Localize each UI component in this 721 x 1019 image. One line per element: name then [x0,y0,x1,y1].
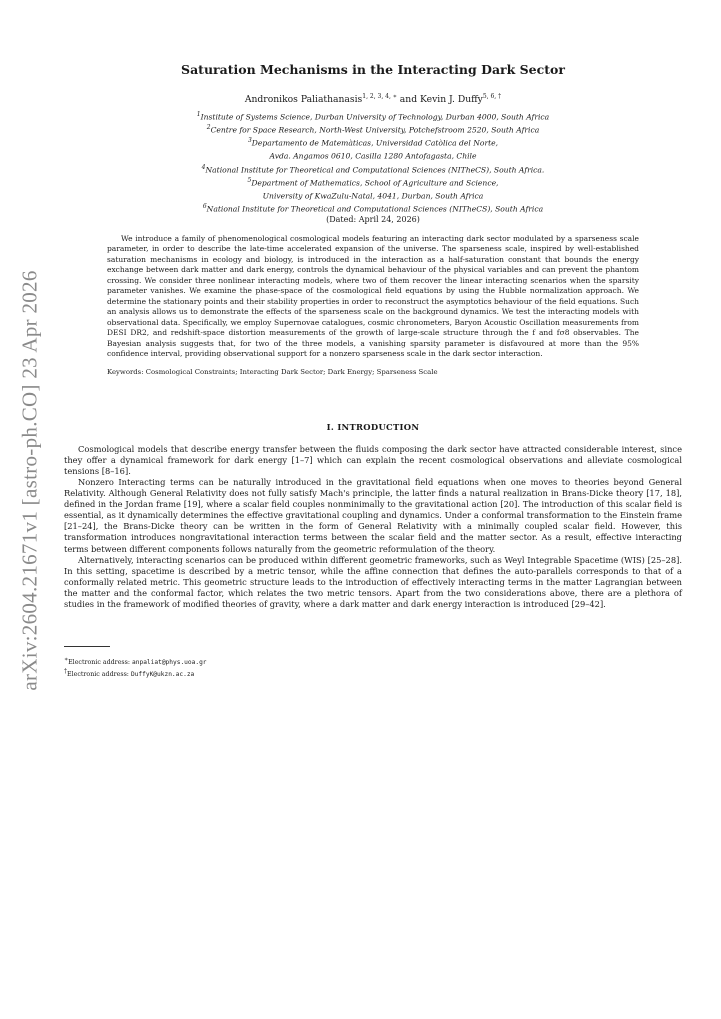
paper-title: Saturation Mechanisms in the Interacting Dark Sector [181,62,565,77]
author-line [64,93,682,105]
email-link[interactable]: anpaliat@phys.uoa.gr [132,659,207,667]
affiliation-line: $^6$National Institute for Theoretical and Computational Sciences (NITheCS), South Africa [202,202,544,214]
author-name: Kevin J. Duffy [420,94,483,106]
author-name: Andronikos Paliathanasis [244,94,363,106]
footnote: †Electronic address: DuffyK@ukzn.ac.za [64,668,195,679]
affiliation-line: $^4$National Institute for Theoretical and Computational Sciences (NITheCS), South Africa. [201,163,545,175]
section-heading-introduction: I. INTRODUCTION [326,421,420,432]
introduction-body [64,444,682,610]
email-link[interactable]: DuffyK@ukzn.ac.za [130,671,195,679]
date-line: (Dated: April 24, 2026) [326,215,420,225]
paper-page [64,62,682,679]
affiliation-line: University of KwaZulu-Natal, 4041, Durban, South Africa [262,191,484,201]
arxiv-identifier-stamp [6,260,54,700]
footnote-divider [64,646,110,647]
abstract: We introduce a family of phenomenological cosmological models featuring an interacting dark sector modulated by a sparseness scale parameter, in order to describe the late-time accelerated expansion of the universe. The sparseness scale, inspired by well-established saturation mechanisms in ecology and biology, is introduced in the interaction as a half-saturation constant that bounds the energy exchange between dark matter and dark energy, controls the dynamical behaviour of the physical variables and can prevent the phantom crossing. We consider three nonlinear interacting models, where two of them recover the linear interacting scenarios when the sparsity parameter vanishes. We examine the phase-space of the cosmological field equations by using the Hubble normalization approach. We determine the stationary points and their stability properties in order to reconstruct the asymptotics behaviour of the field equations. Such an analysis allows us to demonstrate the effects of the sparseness scale on the background dynamics. We test the interacting models with observational data. Specifically, we employ Supernovae catalogues, cosmic chronometers, Baryon Acoustic Oscillation measurements from DESI DR2, and redshift-space distortion measurements of the growth of large-scale structure through the f and fσ8 observables. The Bayesian analysis suggests that, for two of the three models, a vanishing sparsity parameter is disfavoured at more than the 95% confidence interval, providing observational support for a nonzero sparseness scale in the dark sector interaction. [107,233,639,359]
affiliation-line: Avda. Angamos 0610, Casilla 1280 Antofagasta, Chile [269,151,477,161]
affiliation-line: $^5$Department of Mathematics, School of Agriculture and Science, [247,176,499,188]
paragraph: Nonzero Interacting terms can be naturally introduced in the gravitational field equations when one moves to theories beyond General Relativity. Although General Relativity does not fully satisfy Mach's principle, the latter finds a natural realization in Brans-Dicke theory [17, 18], defined in the Jordan frame [19], where a scalar field couples nonminimally to the gravitational action [20]. The introduction of this scalar field is essential, as it dynamically determines the effective gravitational coupling and dynamics. Under a conformal transformation to the Einstein frame [21–24], the Brans-Dicke theory can be written in the form of General Relativity with a minimally coupled scalar field. However, this transformation introduces nongravitational interaction terms between the scalar field and the matter sector. As a result, effective interacting terms between different components follows naturally from the geometric reformulation of the theory. [64,476,682,554]
affiliation-line: $^3$Departamento de Matemàticas, Universidad Catòlica del Norte, [247,137,499,148]
keywords: Keywords: Cosmological Constraints; Interacting Dark Sector; Dark Energy; Sparseness Scale [107,367,438,376]
footnote: ∗Electronic address: anpaliat@phys.uoa.gr [64,656,207,667]
author-conjunction: and [396,94,421,106]
author-affil-marks: 5, 6, † [482,93,502,100]
paragraph: Cosmological models that describe energy transfer between the fluids composing the dark sector have attracted considerable interest, since they offer a dynamical framework for dark energy [1–7] which can explain the recent cosmological observations and alleviate cosmological tensions [8–16]. [64,443,682,476]
author-affil-marks: 1, 2, 3, 4, ∗ [362,93,397,100]
affiliations [64,110,682,215]
affiliation-line: $^1$Institute of Systems Science, Durban University of Technology, Durban 4000, South Africa [196,111,550,122]
affiliation-line: $^2$Centre for Space Research, North-West University, Potchefstroom 2520, South Africa [206,124,540,135]
arxiv-stamp-text: arXiv:2604.21671v1 [astro-ph.CO] 23 Apr 2026 [17,269,42,691]
paragraph: Alternatively, interacting scenarios can be produced within different geometric frameworks, such as Weyl Integrable Spacetime (WIS) [25–28]. In this setting, spacetime is described by a metric tensor, while the affine connection that defines the auto-parallels corresponds to that of a conformally related metric. This geometric structure leads to the introduction of effectively interacting terms in the matter Lagrangian between the matter and the conformal factor, which relates the two metric tensors. Apart from the two considerations above, there are a plethora of studies in the framework of modified theories of gravity, where a dark matter and dark energy interaction is introduced [29–42]. [64,554,682,609]
